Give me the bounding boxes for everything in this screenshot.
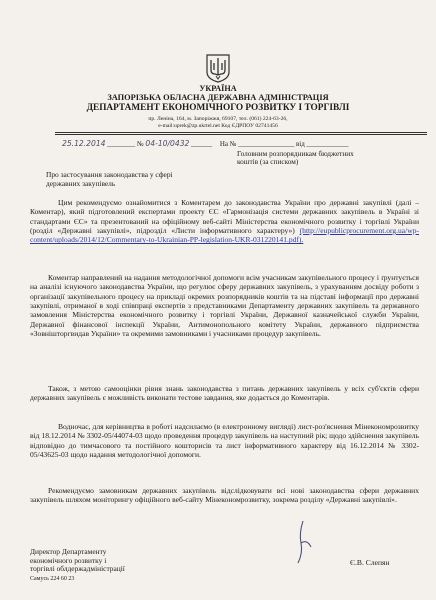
address-line-2: e-mail:uprek@zp.ukrtel.net Код ЄДРПОУ 02741456 (158, 123, 278, 129)
trident-icon (205, 53, 231, 83)
administration-name: ЗАПОРІЗЬКА ОБЛАСНА ДЕРЖАВНА АДМІНІСТРАЦІЯ (107, 93, 329, 102)
commentary-link[interactable]: (http://eupublicprocurement.org.ua/wp-content/uploads/2014/12/Commentary-to-Ukrainian-PP-legislation-UKR-031220141.pdf). (30, 226, 419, 245)
recipient-line-1: Головним розпорядникам бюджетних (237, 149, 354, 158)
incoming-date-label: від (295, 140, 305, 148)
signer-name: Є.В. Слепян (350, 558, 390, 567)
body-paragraph-3: Також, з метою самооцінки рівня знань законодавства з питань державних закупівель у всіх суб'єктів сфери державних закупівель є можливість виконати тестове завдання, яке додається до Коментарів. (30, 384, 419, 403)
number-label: № (136, 140, 144, 148)
signer-position-3: торгівлі облдержадміністрації (30, 564, 125, 573)
reference-line: 25.12.2014 ________ № 04-10/0432 ______ На № ________________ від ____________ (62, 139, 349, 148)
executor-note: Самусь 224 60 23 (30, 576, 75, 582)
paragraph-1-text: Цим рекомендуємо ознайомитися з Коментарем до законодавства України про державні закупівлі (далі – Коментар), який підготовлений експертами проекту ЄС «Гармонізація системи державних закупівель в Україні зі стандартами ЄС» та презентований на офіційному веб-сайті Міністерства економічного розвитку і торгівлі України (розділ «Державні закупівлі», підрозділ «Листи інформативного характеру») (30, 198, 419, 236)
header-divider-thin (55, 134, 427, 135)
country-name: УКРАЇНА (199, 84, 237, 93)
body-paragraph-1 (30, 198, 419, 245)
body-paragraph-5: Рекомендуємо замовникам державних закупівель відслідковувати всі нові законодавства сфери державних закупівель шляхом моніторингу офіційного веб-сайту Мінекономрозвитку, зокрема розділу «Державні закупівлі». (30, 486, 419, 505)
subject-line-2: державних закупівель (46, 179, 116, 188)
subject-line-1: Про застосування законодавства у сфері (46, 170, 173, 179)
signer-position-2: економічного розвитку і (30, 556, 107, 565)
address-line-1: пр. Леніна, 164, м. Запоріжжя, 69107, тел. (061) 224-63-26, (148, 116, 288, 122)
header-divider (55, 132, 427, 133)
handwritten-signature (285, 519, 319, 565)
incoming-number-label: На № (219, 140, 237, 148)
outgoing-number: 04-10/0432 (145, 139, 190, 148)
body-paragraph-2: Коментар направлений на надання методологічної допомоги всім учасникам закупівельного процесу і ґрунтується на аналізі існуючого законодавства України, що регулює сферу державних закупівель, з урахуванням досвіду роботи з організації закупівельного процесу на прикладі окремих розпорядників коштів та на підставі інформації про державні закупівлі, отриманої в ході співпраці експертів з представниками Департаменту державних закупівель та державного замовлення Міністерства економічного розвитку і торгівлі України, Державної казначейської служби України, Державної фінансової інспекції України, Антимонопольного комітету України, державного підприємства «Зовнішторгвидав України» та окремими замовниками і учасниками процедур закупівель. (30, 273, 419, 339)
outgoing-date: 25.12.2014 (62, 139, 106, 148)
signer-position-1: Директор Департаменту (30, 547, 107, 556)
recipient-line-2: коштів (за списком) (237, 157, 299, 166)
department-name: ДЕПАРТАМЕНТ ЕКОНОМІЧНОГО РОЗВИТКУ І ТОРГІВЛІ (86, 103, 350, 113)
body-paragraph-4: Водночас, для керівництва в роботі надсилаємо (в електронному вигляді) лист-роз'яснення Мінекономрозвитку від 18.12.2014 № 3302-05/44074-03 щодо проведення процедур закупівель на наступний рік; щодо здійснення закупівель відповідно до тимчасового та постійного кошторисів та лист інформативного характеру від 16.12.2014 № 3302-05/43625-03 щодо надання методологічної допомоги. (30, 422, 419, 460)
